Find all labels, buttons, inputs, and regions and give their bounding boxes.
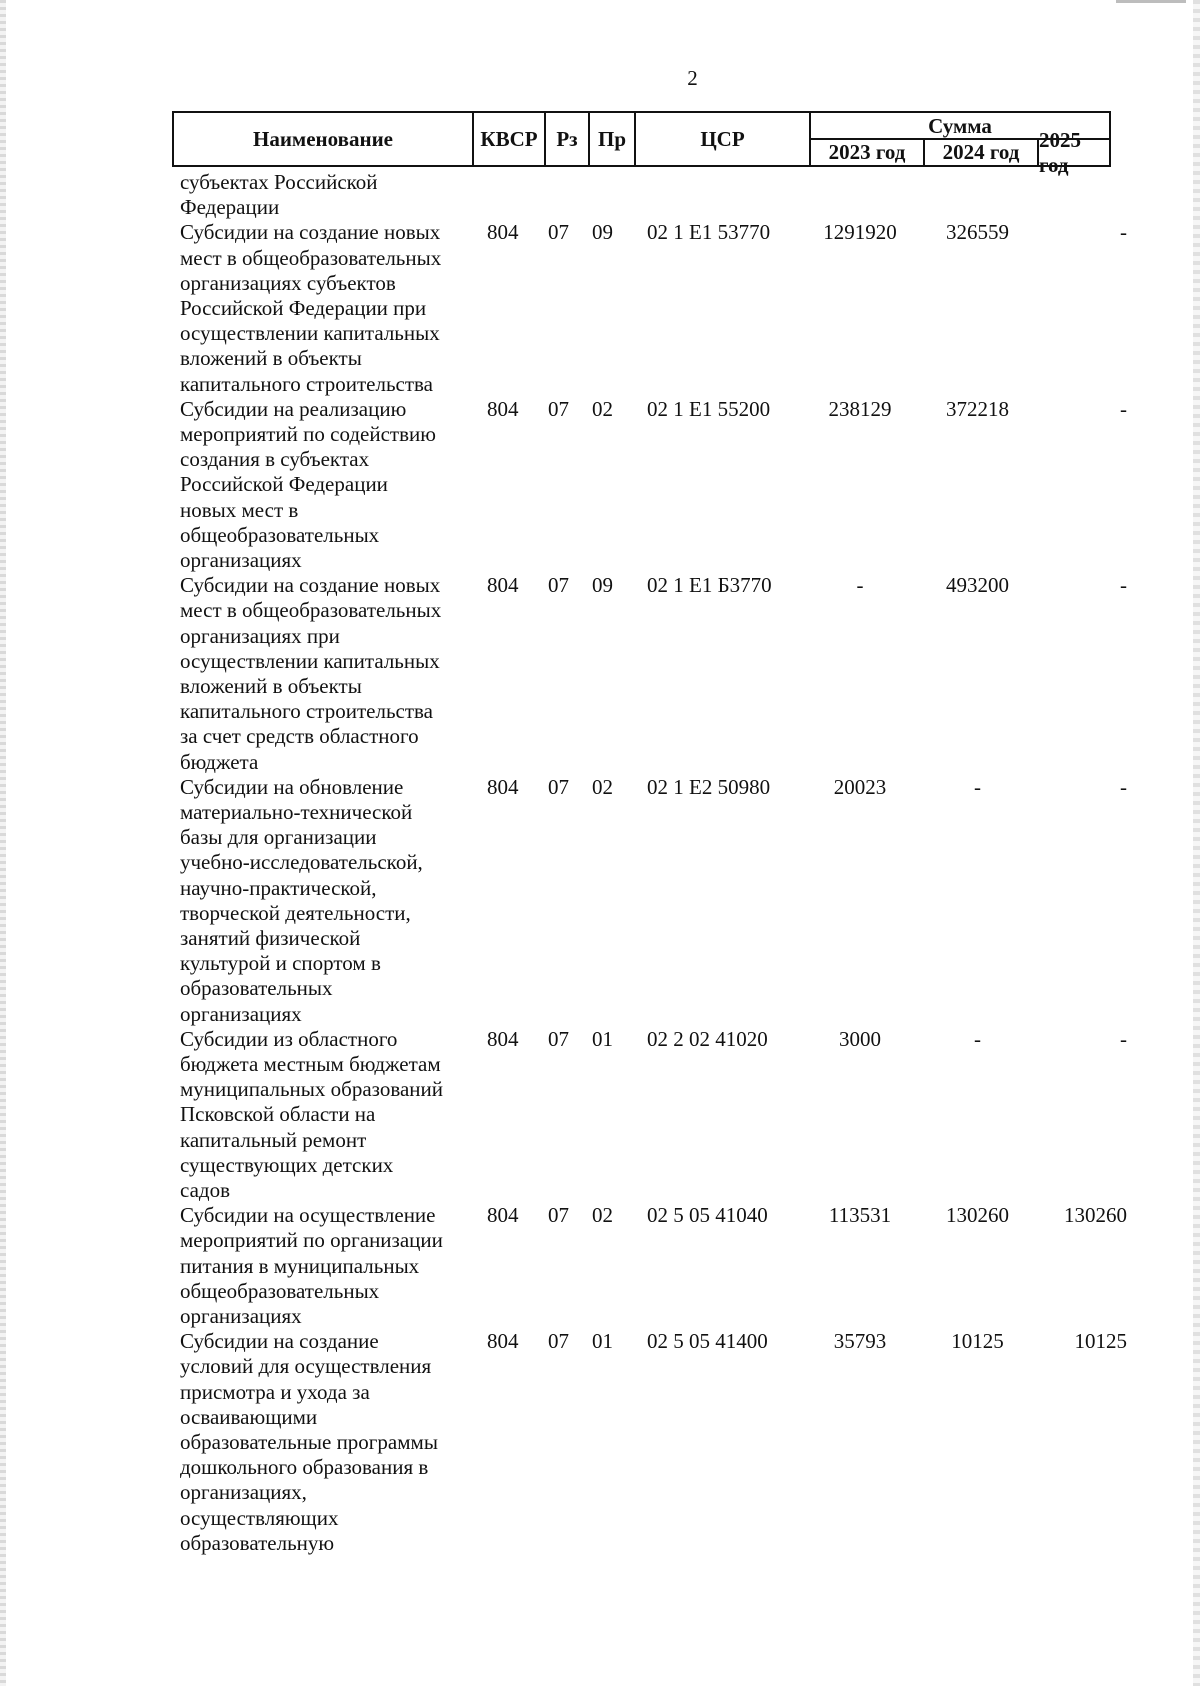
- row-sum-2024: 493200: [946, 573, 1009, 598]
- table-row: [0, 775, 1200, 1027]
- row-sum-2023: 238129: [828, 396, 892, 421]
- row-sum-2023: 20023: [833, 774, 887, 799]
- row-sum-2024: 130260: [946, 1203, 1009, 1228]
- row-kvsr: 804: [487, 396, 519, 421]
- row-name: Субсидии из областного бюджета местным бюджетам муниципальных образований Псковской области на капитальный ремонт существующих детских садов: [180, 1026, 443, 1202]
- row-csr: 02 1 E2 50980: [647, 774, 771, 799]
- table-body: [0, 170, 1200, 1556]
- row-sum-2025: 130260: [1064, 1203, 1127, 1228]
- page-number: 2: [687, 66, 698, 90]
- row-name: Субсидии на создание новых мест в общеобразовательных организациях при осуществлении капитальных вложений в объекты капитального строительства за счет средств областного бюджета: [180, 573, 442, 774]
- header-kvsr: КВСР: [480, 126, 538, 151]
- row-name: Субсидии на обновление материально-технической базы для организации учебно-исследовательской, научно-практической, творческой деятельности, занятий физической культурой и спортом в образовательных организациях: [180, 774, 423, 1026]
- row-csr: 02 1 E1 55200: [647, 396, 771, 421]
- row-pr: 01: [592, 1329, 613, 1354]
- row-csr: 02 5 05 41400: [647, 1329, 768, 1354]
- table-row: [0, 170, 1200, 220]
- table-row: [0, 1027, 1200, 1203]
- row-name: субъектах Российской Федерации: [180, 170, 378, 220]
- row-pr: 01: [592, 1026, 613, 1051]
- row-csr: 02 2 02 41020: [647, 1026, 768, 1051]
- row-rz: 07: [548, 1026, 569, 1051]
- row-pr: 09: [592, 220, 613, 245]
- header-year-2023: 2023 год: [828, 140, 906, 164]
- row-sum-2023: -: [856, 573, 864, 598]
- table-row: [0, 1203, 1200, 1329]
- row-sum-2023: 1291920: [823, 220, 897, 245]
- row-sum-2024: 326559: [946, 220, 1009, 245]
- header-sum: Сумма: [928, 113, 992, 138]
- row-kvsr: 804: [487, 774, 519, 799]
- row-sum-2025: -: [1120, 220, 1127, 245]
- header-csr: ЦСР: [700, 126, 745, 151]
- table-row: [0, 573, 1200, 775]
- row-sum-2024: -: [974, 774, 981, 799]
- row-kvsr: 804: [487, 1026, 519, 1051]
- header-pr: Пр: [597, 126, 626, 151]
- table-row: [0, 220, 1200, 396]
- row-sum-2024: 10125: [951, 1329, 1004, 1354]
- row-pr: 02: [592, 774, 613, 799]
- row-rz: 07: [548, 774, 569, 799]
- row-sum-2023: 35793: [833, 1329, 887, 1354]
- row-pr: 09: [592, 573, 613, 598]
- row-name: Субсидии на создание новых мест в общеобразовательных организациях субъектов Российской Федерации при осуществлении капитальных вложений в объекты капитального строительства: [180, 220, 442, 396]
- row-sum-2023: 113531: [828, 1203, 892, 1228]
- row-kvsr: 804: [487, 1203, 519, 1228]
- row-rz: 07: [548, 573, 569, 598]
- row-name: Субсидии на осуществление мероприятий по организации питания в муниципальных общеобразовательных организациях: [180, 1203, 443, 1328]
- row-sum-2025: 10125: [1074, 1329, 1127, 1354]
- row-kvsr: 804: [487, 220, 519, 245]
- row-sum-2023: 3000: [839, 1026, 881, 1051]
- row-sum-2025: -: [1120, 396, 1127, 421]
- row-sum-2025: -: [1120, 774, 1127, 799]
- scan-mark: [1116, 0, 1186, 3]
- row-sum-2024: 372218: [946, 396, 1009, 421]
- row-csr: 02 5 05 41040: [647, 1203, 768, 1228]
- row-kvsr: 804: [487, 573, 519, 598]
- row-pr: 02: [592, 396, 613, 421]
- row-kvsr: 804: [487, 1329, 519, 1354]
- row-rz: 07: [548, 1203, 569, 1228]
- table-row: [0, 1329, 1200, 1556]
- header-name: Наименование: [253, 126, 393, 151]
- row-name: Субсидии на создание условий для осуществления присмотра и ухода за осваивающими образовательные программы дошкольного образования в организациях, осуществляющих образовательную: [180, 1329, 438, 1555]
- row-name: Субсидии на реализацию мероприятий по содействию создания в субъектах Российской Федерации новых мест в общеобразовательных организациях: [180, 396, 436, 572]
- table-header: [172, 111, 1111, 177]
- row-rz: 07: [548, 1329, 569, 1354]
- header-rz: Рз: [556, 126, 578, 151]
- row-sum-2025: -: [1120, 573, 1127, 598]
- row-csr: 02 1 E1 Б3770: [647, 573, 772, 598]
- row-rz: 07: [548, 220, 569, 245]
- header-year-2025: 2025 год: [1039, 127, 1081, 177]
- row-sum-2025: -: [1120, 1026, 1127, 1051]
- row-pr: 02: [592, 1203, 613, 1228]
- table-row: [0, 397, 1200, 573]
- row-csr: 02 1 E1 53770: [647, 220, 771, 245]
- row-sum-2024: -: [974, 1026, 981, 1051]
- row-rz: 07: [548, 396, 569, 421]
- header-year-2024: 2024 год: [942, 140, 1020, 164]
